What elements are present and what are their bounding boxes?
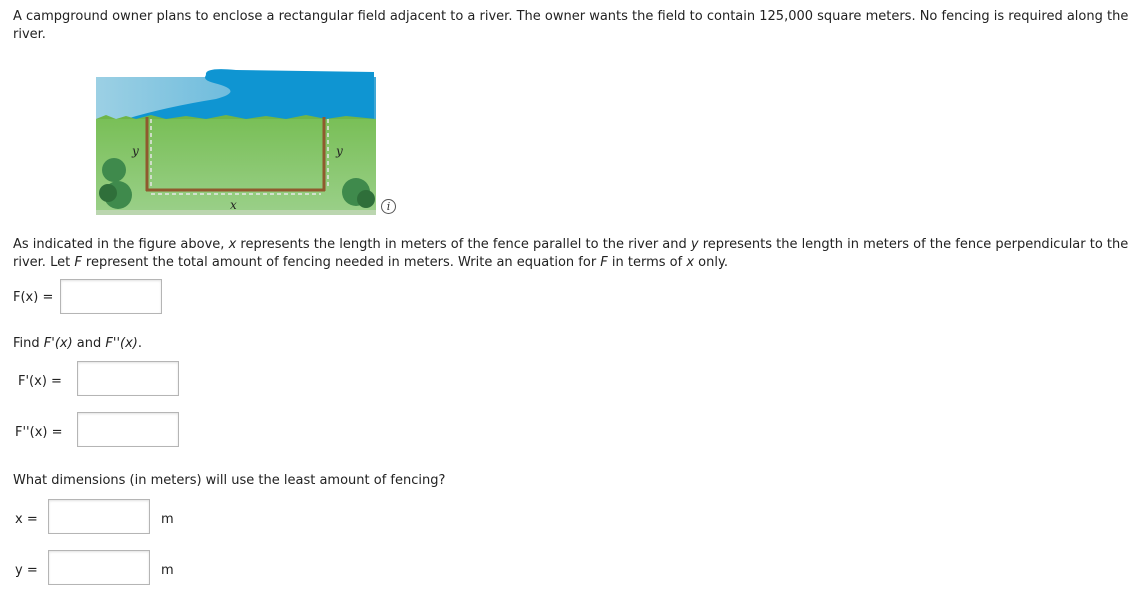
- y-unit: m: [161, 563, 174, 578]
- find-derivatives-prompt: Find F'(x) and F''(x).: [13, 336, 143, 351]
- fppx-label: F''(x) =: [15, 425, 63, 440]
- field-figure: [96, 67, 376, 215]
- x-label: x =: [15, 512, 38, 527]
- fpx-label: F'(x) =: [18, 374, 62, 389]
- instructions-text: As indicated in the figure above, x represents the length in meters of the fence parallel to the river and y represents the length in meters of the fence perpendicular to the river. Let F represent the total amount of fencing needed in meters. Write an equation for F in terms of x only.: [13, 237, 1129, 270]
- label-y-left: y: [132, 144, 139, 158]
- label-x: x: [230, 198, 237, 212]
- fx-label: F(x) =: [13, 290, 54, 305]
- y-input[interactable]: [48, 550, 150, 585]
- fpx-input[interactable]: [77, 361, 179, 396]
- problem-intro: A campground owner plans to enclose a rectangular field adjacent to a river. The owner wants the field to contain 125,000 square meters. No fencing is required along the river.: [13, 9, 1129, 42]
- label-y-right: y: [336, 144, 343, 158]
- dimensions-prompt: What dimensions (in meters) will use the least amount of fencing?: [13, 473, 446, 488]
- fppx-input[interactable]: [77, 412, 179, 447]
- x-unit: m: [161, 512, 174, 527]
- x-input[interactable]: [48, 499, 150, 534]
- info-icon[interactable]: i: [381, 199, 396, 214]
- y-label: y =: [15, 563, 38, 578]
- fx-input[interactable]: [60, 279, 162, 314]
